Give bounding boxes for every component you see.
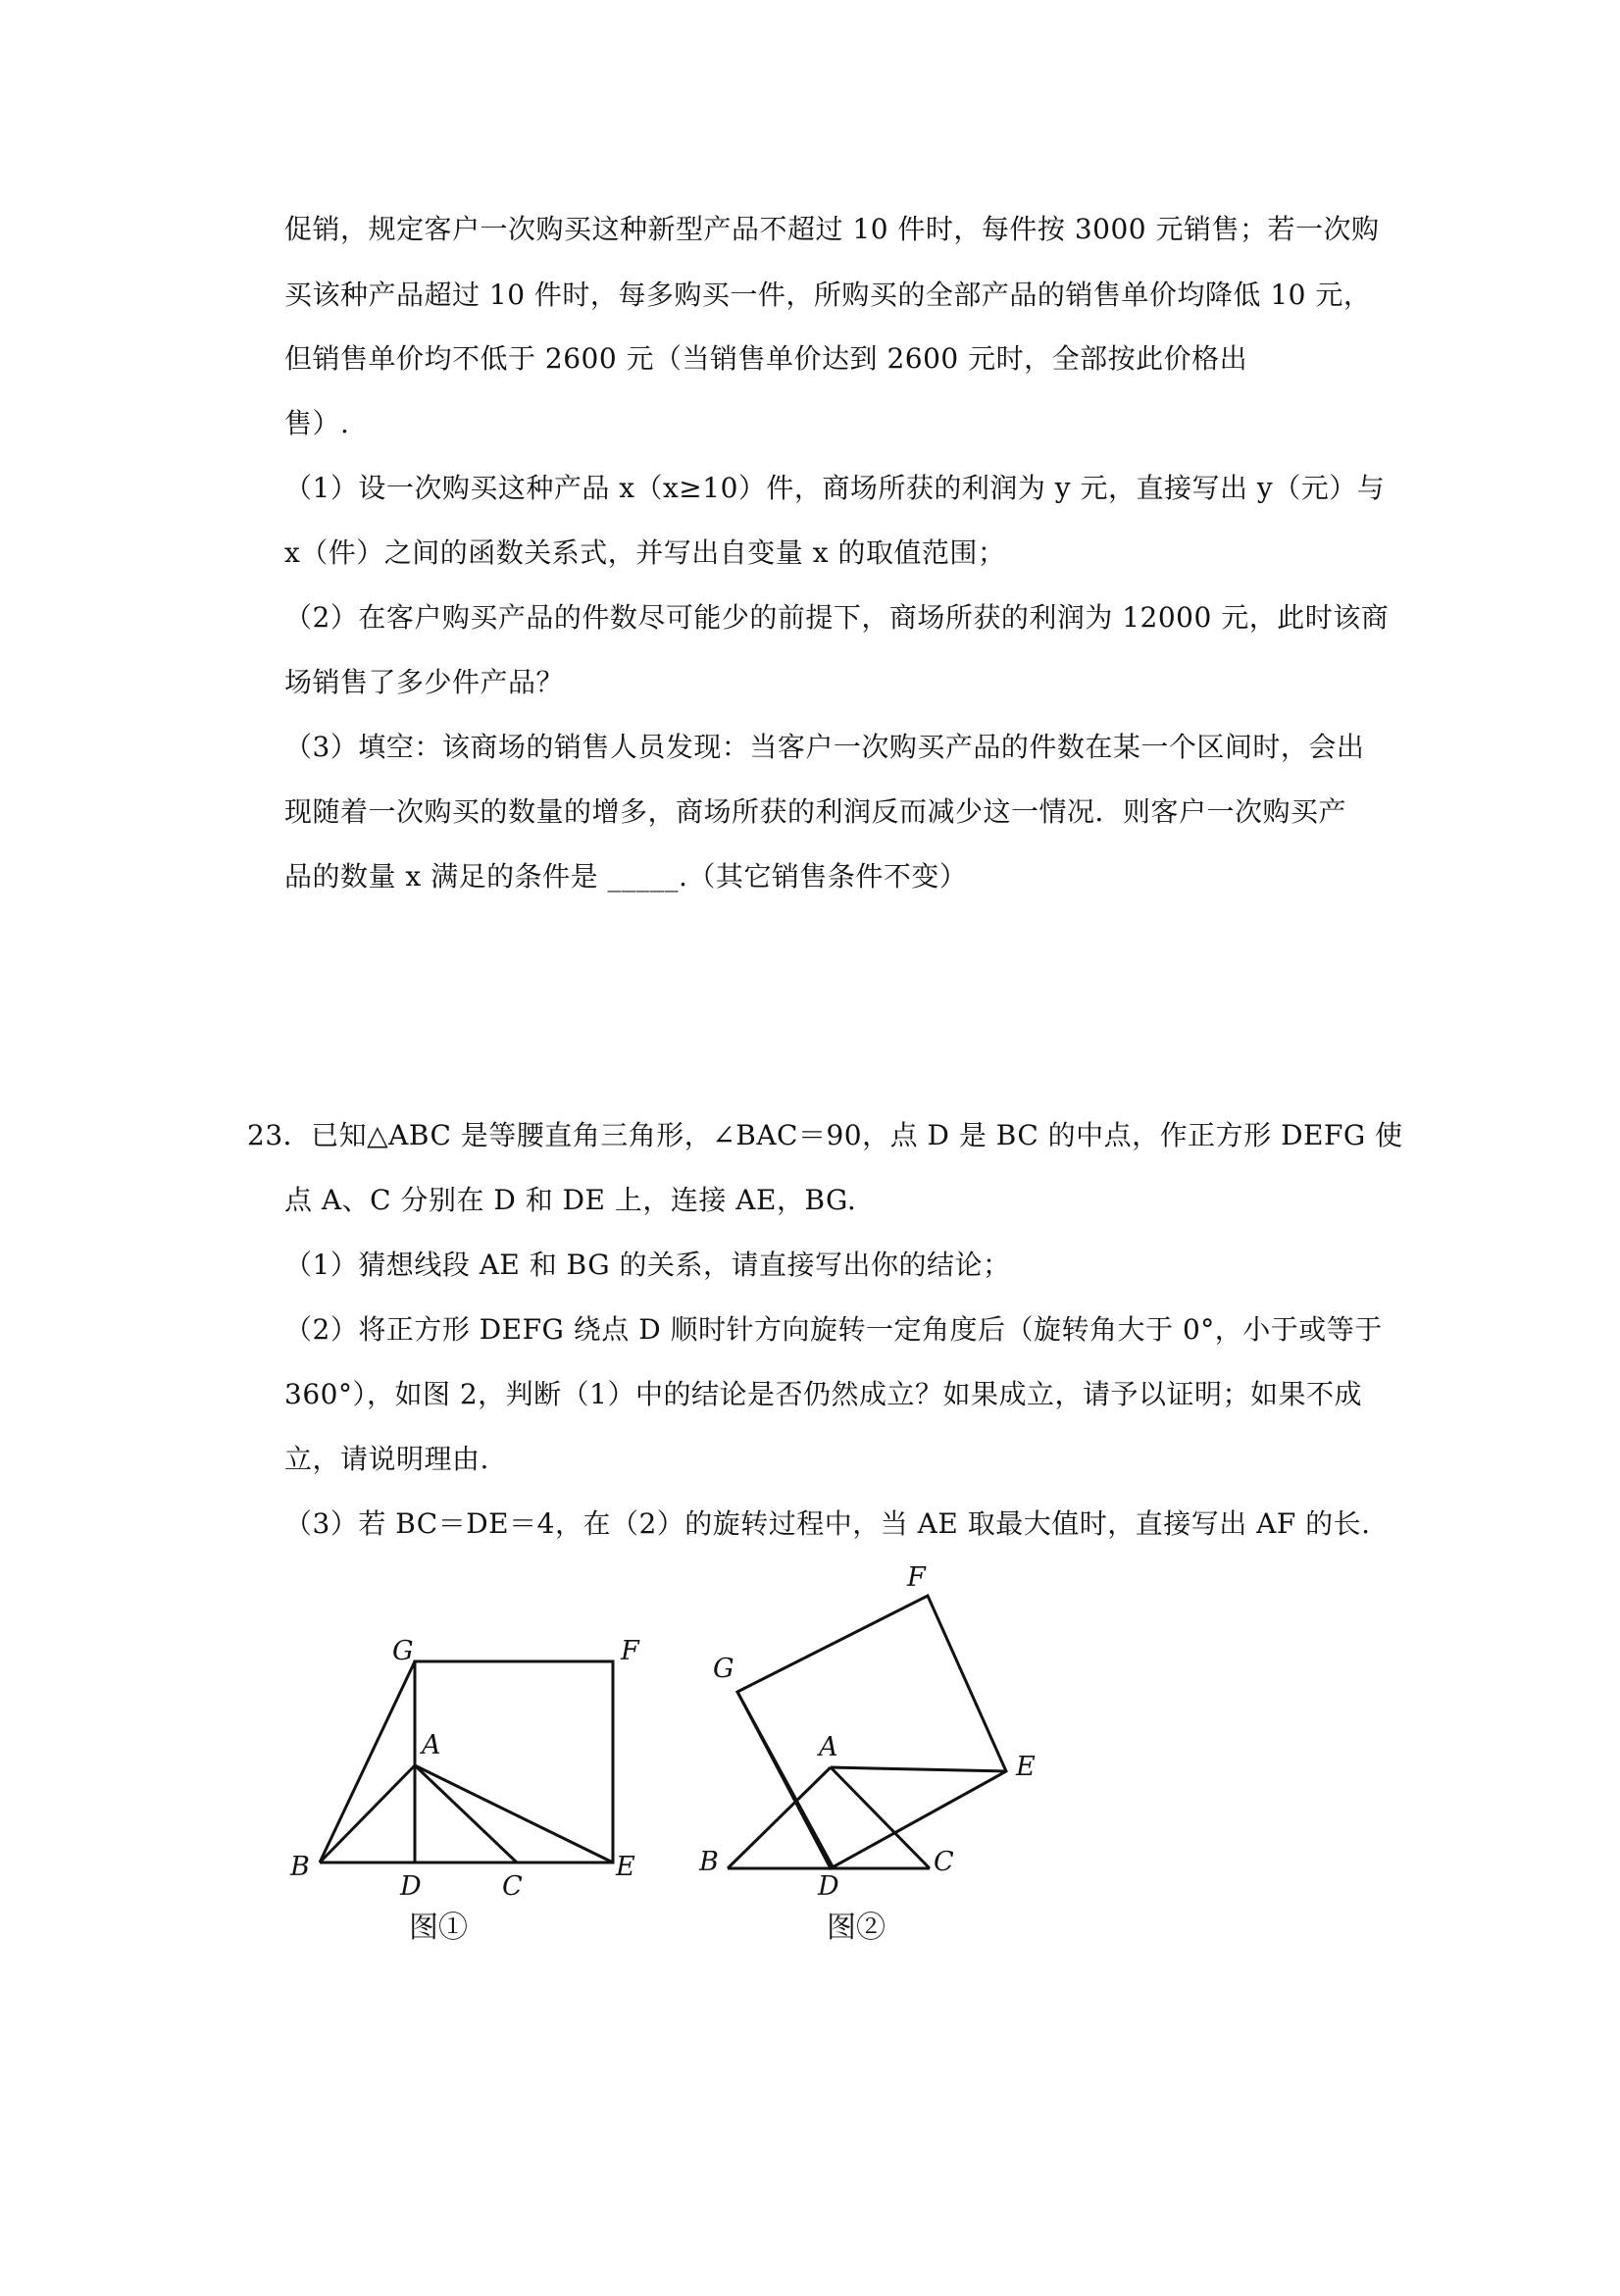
label-a: A	[422, 1730, 441, 1760]
label-g: G	[392, 1636, 414, 1666]
label-c2: C	[934, 1847, 954, 1877]
line-ae	[415, 1765, 613, 1862]
q23-line-7: （3）若 BC＝DE＝4，在（2）的旋转过程中，当 AE 取最大值时，直接写出 AF 的长.	[284, 1507, 1371, 1540]
q23-line-4: （2）将正方形 DEFG 绕点 D 顺时针方向旋转一定角度后（旋转角大于 0°，小于或等于	[284, 1313, 1383, 1346]
label-d2: D	[818, 1871, 839, 1902]
label-c: C	[502, 1871, 523, 1902]
label-e: E	[616, 1852, 635, 1882]
q23-line-3: （1）猜想线段 AE 和 BG 的关系，请直接写出你的结论；	[284, 1249, 1011, 1281]
q22-line-5: （1）设一次购买这种产品 x（x≥10）件，商场所获的利润为 y 元，直接写出 y（元）与	[284, 472, 1386, 504]
label-g2: G	[713, 1654, 734, 1684]
line-ac-2	[831, 1767, 930, 1868]
line-ba	[320, 1765, 415, 1862]
label-f: F	[621, 1636, 639, 1666]
q23-line-2: 点 A、C 分别在 D 和 DE 上，连接 AE，BG.	[284, 1184, 857, 1216]
line-ae-2	[831, 1767, 1006, 1771]
label-b: B	[290, 1852, 310, 1882]
q22-line-6: x（件）之间的函数关系式，并写出自变量 x 的取值范围；	[284, 536, 1006, 569]
figure-1-caption: 图①	[409, 1911, 468, 1945]
square-defg-rotated	[737, 1596, 1006, 1868]
q22-line-8: 场销售了多少件产品？	[284, 666, 565, 698]
q22-line-3: 但销售单价均不低于 2600 元（当销售单价达到 2600 元时，全部按此价格出	[284, 342, 1248, 375]
q22-line-7: （2）在客户购买产品的件数尽可能少的前提下，商场所获的利润为 12000 元，此时该商	[284, 601, 1390, 634]
square-defg	[415, 1661, 613, 1862]
label-b2: B	[699, 1847, 719, 1877]
figure-2-caption: 图②	[827, 1911, 886, 1945]
q22-line-10: 现随着一次购买的数量的增多，商场所获的利润反而减少这一情况．则客户一次购买产	[284, 795, 1347, 828]
line-bg-hidden	[728, 1692, 737, 1868]
q22-line-1: 促销，规定客户一次购买这种新型产品不超过 10 件时，每件按 3000 元销售；若一次购	[284, 213, 1380, 245]
line-gc	[737, 1692, 834, 1868]
q22-line-9: （3）填空：该商场的销售人员发现：当客户一次购买产品的件数在某一个区间时，会出	[284, 731, 1365, 763]
line-bg	[320, 1661, 415, 1862]
label-e2: E	[1016, 1752, 1036, 1782]
line-ac	[415, 1765, 517, 1862]
label-f2: F	[907, 1562, 926, 1593]
q22-line-11: 品的数量 x 满足的条件是 _____.（其它销售条件不变）	[284, 860, 968, 893]
label-a2: A	[819, 1732, 838, 1762]
q23-line-1: 23．已知△ABC 是等腰直角三角形，∠BAC＝90，点 D 是 BC 的中点，作正方形 DEFG 使	[247, 1119, 1403, 1151]
q23-line-6: 立，请说明理由.	[284, 1443, 489, 1475]
q23-line-5: 360°），如图 2，判断（1）中的结论是否仍然成立？如果成立，请予以证明；如果不成	[284, 1378, 1362, 1410]
q22-line-4: 售）.	[284, 407, 350, 439]
figure-2-diagram	[728, 1596, 1006, 1868]
q22-line-2: 买该种产品超过 10 件时，每多购买一件，所购买的全部产品的销售单价均降低 10 元，	[284, 279, 1372, 311]
label-d: D	[400, 1871, 422, 1902]
line-ba-2	[728, 1767, 831, 1868]
